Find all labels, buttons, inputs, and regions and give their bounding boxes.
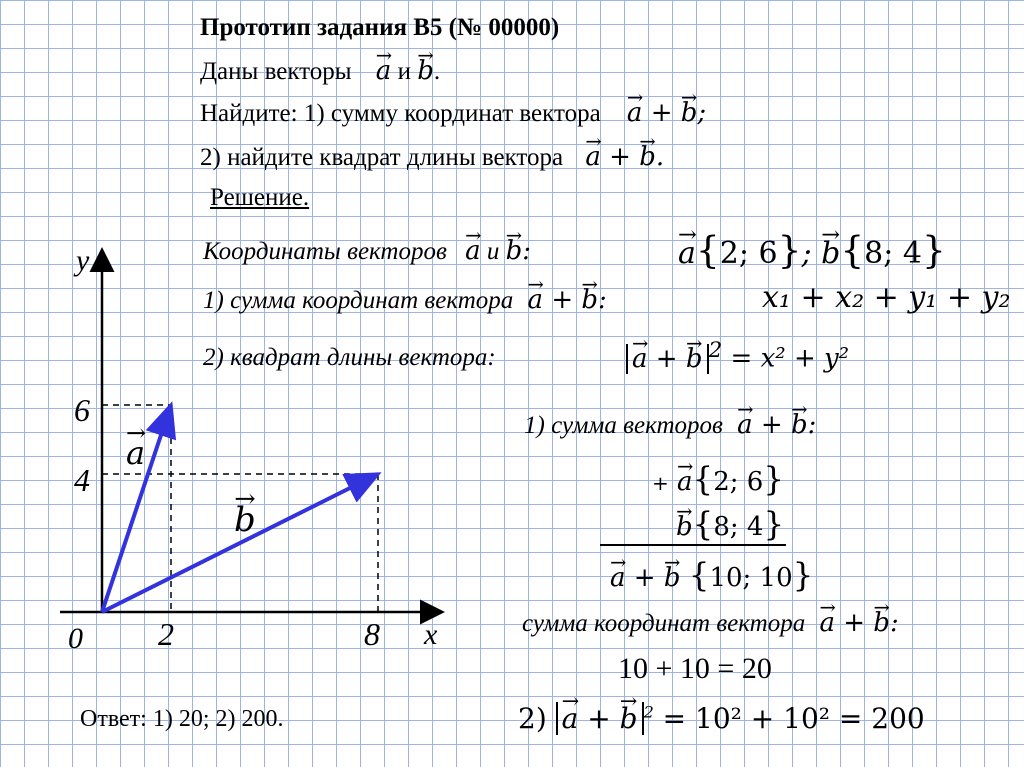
b-coords: 8; 4: [864, 236, 922, 271]
square-label: 2) квадрат длины вектора:: [203, 344, 496, 371]
vector-a-symbol: → a: [610, 563, 626, 593]
result-coords: 10; 10: [709, 563, 793, 593]
vector-a-symbol: → a: [632, 344, 648, 374]
vector-a-symbol: → a: [465, 236, 481, 266]
vector-b-symbol: → b: [686, 344, 703, 374]
plus-sign: +: [609, 142, 631, 172]
plus-sign: +: [551, 285, 574, 315]
b-coords: 8; 4: [713, 512, 764, 542]
vector-b-symbol: → b: [581, 285, 598, 315]
vector-a-symbol: → a: [376, 56, 392, 86]
plus-sign: +: [760, 410, 783, 440]
solution-heading: Решение.: [210, 184, 310, 211]
plus-sign: +: [650, 98, 673, 128]
given-prefix: Даны векторы: [200, 58, 352, 85]
x-tick-label: 8: [364, 616, 380, 652]
vector-a-symbol: → a: [528, 285, 544, 315]
find-line-1: Найдите: 1) сумму координат вектора → a + → b;: [200, 98, 706, 128]
vector-a-symbol: → a: [678, 236, 696, 271]
square-formula: = x² + y²: [730, 343, 850, 374]
vector-b-symbol: → b: [620, 702, 638, 735]
given-and: и: [397, 58, 411, 85]
vector-a-symbol: → a: [737, 410, 753, 440]
coords-and: и: [486, 238, 500, 265]
addend-b: → b{8; 4}: [676, 505, 784, 543]
vector-b-symbol: → b: [821, 236, 840, 271]
coord-sum-label: сумма координат вектора: [522, 610, 806, 637]
given-line: Даны векторы → a и → b.: [200, 56, 440, 86]
y-axis-label: y: [76, 244, 90, 277]
coord-sum-result: 10 + 10 = 20: [618, 652, 772, 685]
x-tick-label: 2: [158, 616, 174, 652]
find-prefix: Найдите: 1) сумму координат вектора: [200, 100, 601, 127]
task-title: Прототип задания B5 (№ 00000): [200, 14, 560, 41]
coords-label: Координаты векторов: [203, 238, 447, 265]
vector-b-label: [234, 500, 256, 540]
coord-sum-line: сумма координат вектора → a + → b:: [522, 608, 899, 638]
vec-sum-label: 1) сумма векторов: [524, 412, 723, 439]
vector-b-symbol: → b: [664, 563, 681, 593]
vector-a-symbol: → a: [819, 608, 835, 638]
vector-b-symbol: → b: [676, 512, 693, 542]
vector-b-symbol: → b: [791, 410, 808, 440]
square-formula-line: → a + → b $^2$ = x² + y²: [626, 338, 849, 374]
plus-sign: +: [652, 471, 669, 495]
plus-sign: +: [587, 702, 611, 735]
vec-sum-line: 1) сумма векторов → a + → b:: [524, 410, 816, 440]
x-axis-label: x: [424, 618, 438, 651]
vector-a-symbol: → a: [627, 98, 643, 128]
plus-sign: +: [633, 563, 656, 593]
vector-b-symbol: → b: [873, 608, 890, 638]
vector-b-symbol: → b: [417, 56, 434, 86]
vector-a-symbol: → a: [585, 142, 601, 172]
sum-label: 1) сумма координат вектора: [203, 287, 514, 314]
origin-label: 0: [68, 622, 83, 655]
y-tick-label: 6: [74, 392, 90, 428]
y-tick-label: 4: [74, 462, 90, 498]
plus-sign: +: [843, 608, 866, 638]
sum-result: → a + → b {10; 10}: [610, 556, 813, 594]
sum-formula: x₁ + x₂ + y₁ + y₂: [762, 280, 1011, 315]
vector-a-symbol: → a: [677, 467, 693, 497]
part2-line: 2) → a + → b $^2$ = 10² + 10² = 200: [518, 702, 925, 735]
part2-result: = 10² + 10² = 200: [662, 702, 925, 735]
vector-a-symbol: → a: [562, 702, 579, 735]
a-coords: 2; 6: [719, 236, 778, 271]
addend-a: + → a{2; 6}: [652, 460, 784, 498]
answer: Ответ: 1) 20; 2) 200.: [80, 706, 284, 732]
a-coords: 2; 6: [713, 467, 764, 497]
plus-sign: +: [655, 343, 678, 374]
coords-values: → a{2; 6}; → b{8; 4}: [678, 228, 946, 272]
vector-b-symbol: → b: [681, 98, 698, 128]
part2-prefix: 2): [518, 702, 547, 735]
find-line-2: 2) найдите квадрат длины вектора → a + → b.: [200, 142, 664, 172]
vector-a-symbol: → a: [126, 434, 145, 472]
vector-b-symbol: → b: [639, 142, 656, 172]
sum-line: 1) сумма координат вектора → a + → b:: [203, 285, 607, 315]
vector-b-symbol: → b: [506, 236, 523, 266]
vector-b-symbol: → b: [234, 500, 256, 540]
coords-line: Координаты векторов → a и → b:: [203, 236, 531, 266]
find2-prefix: 2) найдите квадрат длины вектора: [200, 144, 564, 171]
vector-a-label: [126, 434, 145, 472]
